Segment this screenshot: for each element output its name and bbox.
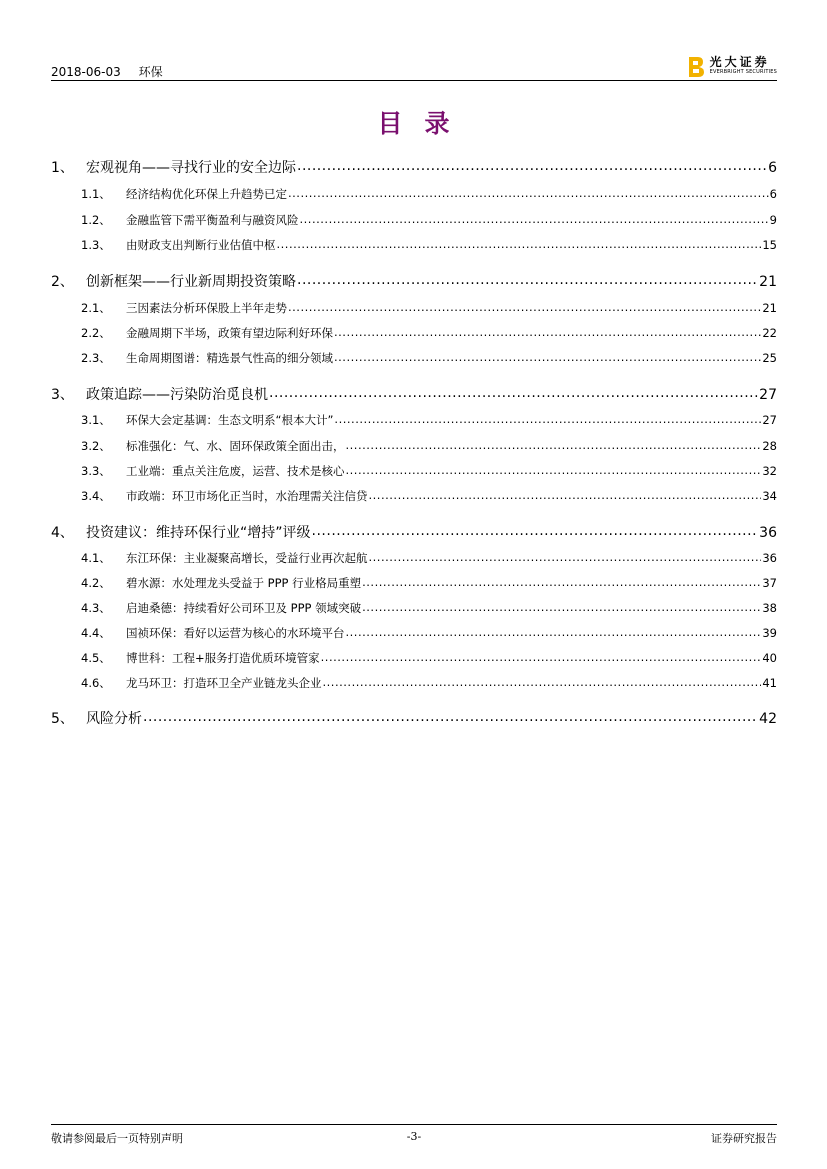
- toc-entry-page: 15: [762, 238, 777, 252]
- toc-dot-leader: [369, 489, 762, 501]
- toc-dot-leader: [334, 326, 761, 338]
- toc-entry-number: 2.3、: [81, 351, 111, 365]
- toc-entry[interactable]: [51, 575, 777, 591]
- toc-entry-number: 2、: [51, 274, 74, 290]
- toc-entry-page: 41: [762, 676, 777, 690]
- toc-entry-page: 34: [762, 489, 777, 503]
- toc-entry-text: 启迪桑德：持续看好公司环卫及 PPP 领域突破: [126, 601, 362, 615]
- toc-dot-leader: [346, 464, 762, 476]
- toc-dot-leader: [369, 551, 762, 563]
- toc-entry-page: 37: [762, 576, 777, 590]
- toc-entry-text: 龙马环卫：打造环卫全产业链龙头企业: [126, 676, 322, 690]
- toc-entry[interactable]: [51, 157, 777, 177]
- toc-dot-leader: [312, 523, 759, 537]
- toc-entry[interactable]: [51, 300, 777, 316]
- toc-entry-page: 38: [762, 601, 777, 615]
- toc-dot-leader: [323, 676, 762, 688]
- toc-entry-text: 经济结构优化环保上升趋势已定: [126, 187, 287, 201]
- toc-entry[interactable]: [51, 438, 777, 454]
- toc-entry[interactable]: [51, 650, 777, 666]
- toc-entry-page: 27: [762, 413, 777, 427]
- toc-entry-page: 25: [762, 351, 777, 365]
- toc-entry-page: 42: [759, 711, 777, 727]
- toc-entry-text: 投资建议：维持环保行业“增持”评级: [86, 525, 311, 541]
- toc-title: 目录: [377, 109, 472, 138]
- toc-entry-number: 1.2、: [81, 213, 111, 227]
- toc-dot-leader: [288, 301, 761, 313]
- toc-entry-page: 36: [762, 551, 777, 565]
- header-meta: [51, 63, 163, 80]
- toc-entry[interactable]: [51, 350, 777, 366]
- toc-entry-number: 1、: [51, 160, 74, 176]
- toc-entry-page: 36: [759, 525, 777, 541]
- toc-entry[interactable]: [51, 186, 777, 202]
- toc-entry-number: 4.2、: [81, 576, 111, 590]
- toc-entry-text: 国祯环保：看好以运营为核心的水环境平台: [126, 626, 345, 640]
- page-number: -3-: [406, 1130, 422, 1143]
- toc-dot-leader: [334, 413, 761, 425]
- toc-entry-page: 6: [768, 160, 777, 176]
- toc-dot-leader: [277, 238, 762, 250]
- toc-dot-leader: [321, 651, 762, 663]
- toc-entry-number: 4.1、: [81, 551, 111, 565]
- toc-entry[interactable]: [51, 522, 777, 542]
- toc-entry-text: 工业端：重点关注危废，运营、技术是核心: [126, 464, 345, 478]
- toc-entry-number: 5、: [51, 711, 74, 727]
- toc-entry-text: 标准强化：气、水、固环保政策全面出击，: [126, 439, 345, 453]
- toc-entry-page: 39: [762, 626, 777, 640]
- toc-entry[interactable]: [51, 600, 777, 616]
- toc-dot-leader: [297, 272, 758, 286]
- toc-entry[interactable]: [51, 237, 777, 253]
- toc-entry-number: 2.2、: [81, 326, 111, 340]
- toc-entry-text: 东江环保：主业凝聚高增长，受益行业再次起航: [126, 551, 368, 565]
- toc-entry-number: 3.2、: [81, 439, 111, 453]
- toc-entry-text: 创新框架——行业新周期投资策略: [86, 274, 296, 290]
- toc-entry[interactable]: [51, 625, 777, 641]
- toc-entry[interactable]: [51, 412, 777, 428]
- toc-entry-text: 博世科：工程+服务打造优质环境管家: [126, 651, 320, 665]
- toc-entry[interactable]: [51, 384, 777, 404]
- toc-entry-text: 环保大会定基调：生态文明系“根本大计”: [126, 413, 334, 427]
- toc-entry-page: 6: [769, 187, 777, 201]
- logo-mark-icon: [687, 56, 705, 78]
- toc-entry-text: 碧水源：水处理龙头受益于 PPP 行业格局重塑: [126, 576, 362, 590]
- toc-entry-text: 金融周期下半场，政策有望边际利好环保: [126, 326, 333, 340]
- toc-entry-page: 27: [759, 387, 777, 403]
- footer-divider: [51, 1124, 777, 1125]
- toc-dot-leader: [362, 601, 761, 613]
- toc-entry-number: 4.6、: [81, 676, 111, 690]
- toc-entry-number: 1.3、: [81, 238, 111, 252]
- header-category: 环保: [138, 65, 163, 79]
- toc-entry-page: 21: [762, 301, 777, 315]
- toc-entry-text: 由财政支出判断行业估值中枢: [126, 238, 276, 252]
- toc-entry-page: 22: [762, 326, 777, 340]
- toc-entry[interactable]: [51, 212, 777, 228]
- toc-entry-text: 政策追踪——污染防治觅良机: [86, 387, 268, 403]
- toc-dot-leader: [297, 158, 767, 172]
- toc-entry-page: 32: [762, 464, 777, 478]
- toc-entry[interactable]: [51, 675, 777, 691]
- toc-entry[interactable]: [51, 325, 777, 341]
- toc-dot-leader: [362, 576, 761, 588]
- logo-english-name: EVERBRIGHT SECURITIES: [709, 69, 777, 75]
- toc-entry-number: 4.5、: [81, 651, 111, 665]
- toc-entry-page: 28: [762, 439, 777, 453]
- toc-entry-number: 3.4、: [81, 489, 111, 503]
- toc-dot-leader: [300, 213, 769, 225]
- toc-entry[interactable]: [51, 550, 777, 566]
- toc-entry-number: 3.1、: [81, 413, 111, 427]
- toc-entry-page: 9: [769, 213, 777, 227]
- page-header: [51, 56, 777, 82]
- toc-entry-text: 市政端：环卫市场化正当时，水治理需关注信贷: [126, 489, 368, 503]
- company-logo: [687, 56, 777, 80]
- toc-entry-text: 金融监管下需平衡盈利与融资风险: [126, 213, 299, 227]
- toc-entry-number: 3、: [51, 387, 74, 403]
- toc-entry-text: 生命周期图谱：精选景气性高的细分领域: [126, 351, 333, 365]
- toc-entry-number: 3.3、: [81, 464, 111, 478]
- toc-dot-leader: [143, 709, 758, 723]
- toc-dot-leader: [346, 439, 762, 451]
- toc-dot-leader: [288, 187, 769, 199]
- toc-entry-page: 21: [759, 274, 777, 290]
- toc-entry[interactable]: [51, 488, 777, 504]
- toc-entry[interactable]: [51, 708, 777, 728]
- toc-entry-number: 4、: [51, 525, 74, 541]
- toc-entry-number: 4.4、: [81, 626, 111, 640]
- toc-entry-text: 三因素法分析环保股上半年走势: [126, 301, 287, 315]
- toc-entry-text: 风险分析: [86, 711, 142, 727]
- toc-dot-leader: [334, 351, 761, 363]
- logo-chinese-name: 光大证券: [709, 55, 770, 69]
- toc-entry-number: 4.3、: [81, 601, 111, 615]
- footer-disclaimer: 敬请参阅最后一页特别声明: [51, 1132, 183, 1145]
- header-date: 2018-06-03: [51, 65, 121, 79]
- toc-dot-leader: [346, 626, 762, 638]
- toc-entry-number: 1.1、: [81, 187, 111, 201]
- toc-entry[interactable]: [51, 463, 777, 479]
- toc-dot-leader: [269, 385, 758, 399]
- toc-entry[interactable]: [51, 271, 777, 291]
- footer-report-type: 证券研究报告: [711, 1132, 777, 1145]
- toc-entry-number: 2.1、: [81, 301, 111, 315]
- header-divider: [51, 80, 777, 81]
- toc-entry-page: 40: [762, 651, 777, 665]
- toc-entry-text: 宏观视角——寻找行业的安全边际: [86, 160, 296, 176]
